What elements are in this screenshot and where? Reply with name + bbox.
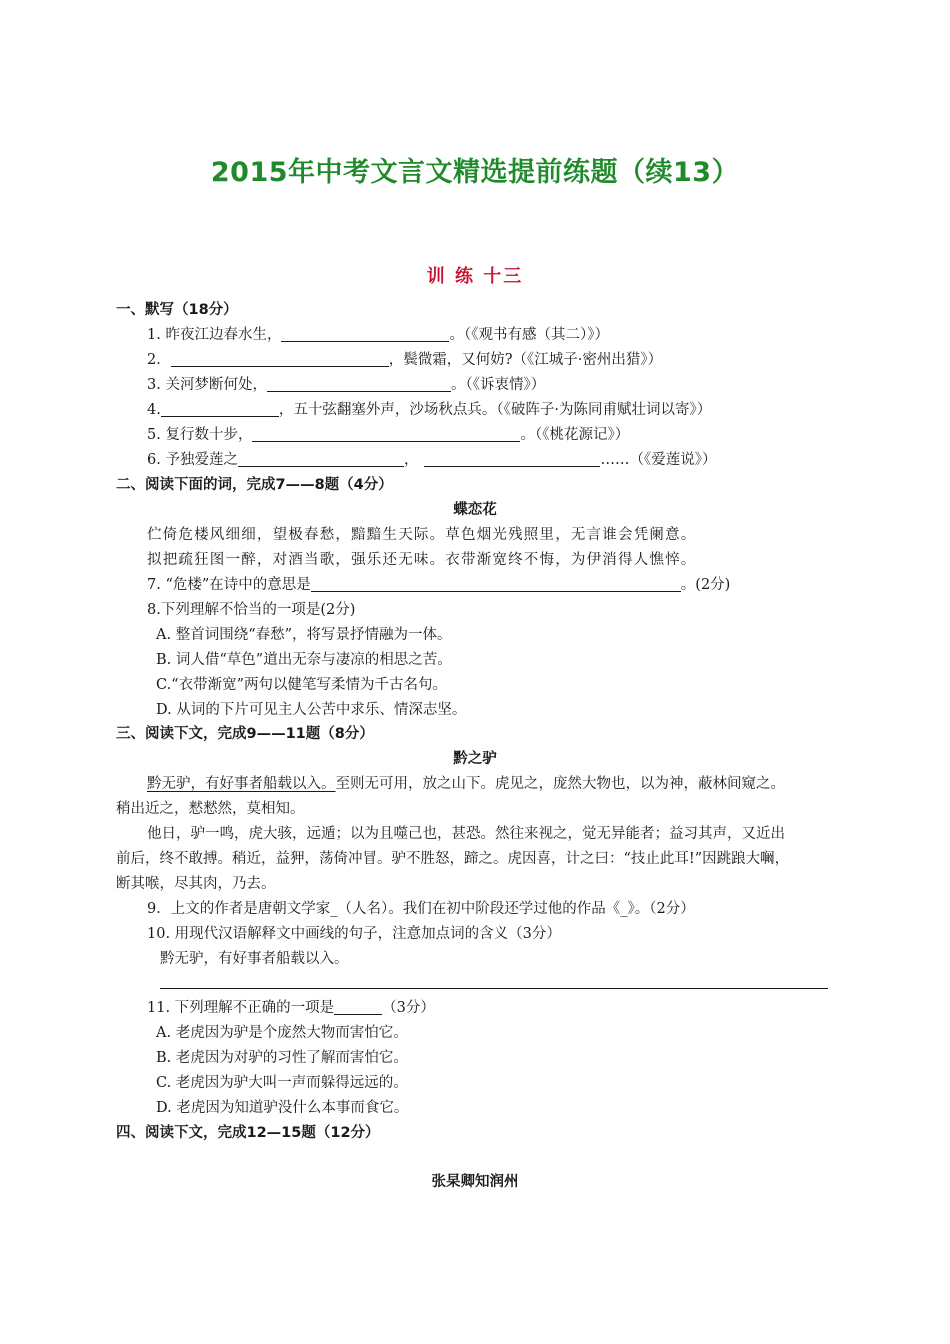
answer-blank[interactable] <box>252 426 520 442</box>
question-10: 10. 用现代汉语解释文中画线的句子，注意加点词的含义（3分） <box>147 926 561 942</box>
question-11-option-a: A. 老虎因为驴是个庞然大物而害怕它。 <box>156 1025 408 1041</box>
answer-blank[interactable] <box>161 401 279 417</box>
answer-blank[interactable] <box>334 999 382 1015</box>
question-11-option-c: C. 老虎因为驴大叫一声而躲得远远的。 <box>156 1075 408 1091</box>
question-9: 9．上文的作者是唐朝文学家_（人名）。我们在初中阶段还学过他的作品《_》。（2分） <box>147 901 695 917</box>
section-3-heading: 三、阅读下文，完成9——11题（8分） <box>116 726 374 742</box>
question-11-score: （3分） <box>382 1000 435 1016</box>
question-2-number: 2． <box>147 352 171 368</box>
answer-blank[interactable] <box>238 451 404 467</box>
passage-text: 至则无可用，放之山下。虎见之，庞然大物也，以为神，蔽林间窥之。 <box>335 776 785 792</box>
question-2-source: ，鬓微霜，又何妨?（《江城子·密州出猎》） <box>388 352 663 368</box>
passage-line: 前后，终不敢搏。稍近，益狎，荡倚冲冒。驴不胜怒，蹄之。虎因喜，计之曰：“技止此耳!”因跳踉大㘎， <box>116 851 790 867</box>
question-4-number: 4. <box>147 402 161 418</box>
underlined-sentence: 黔无驴，有好事者船载以入。 <box>147 776 336 792</box>
answer-blank[interactable] <box>281 326 449 342</box>
question-6-prompt: 6. 予独爱莲之 <box>147 452 238 468</box>
question-3 <box>147 375 545 395</box>
answer-blank[interactable] <box>424 451 600 467</box>
section-1-heading: 一、默写（18分） <box>116 302 238 318</box>
question-5-prompt: 5. 复行数十步， <box>147 427 253 443</box>
poem-title: 蝶恋花 <box>453 502 497 518</box>
question-6-source: ……（《爱莲说》） <box>600 452 717 468</box>
section-2-heading: 二、阅读下面的词，完成7——8题（4分） <box>116 477 393 493</box>
passage-line: 稍出近之，慭慭然，莫相知。 <box>116 801 305 817</box>
question-8-option-c: C.“衣带渐宽”两句以健笔写柔情为千古名句。 <box>156 677 448 693</box>
section-4-heading: 四、阅读下文，完成12—15题（12分） <box>116 1125 380 1141</box>
question-7-prompt: 7. “危楼”在诗中的意思是 <box>147 577 311 593</box>
question-10-sentence: 黔无驴，有好事者船载以入。 <box>160 951 349 967</box>
question-8-option-b: B. 词人借“草色”道出无奈与凄凉的相思之苦。 <box>156 652 452 668</box>
question-11-prompt: 11. 下列理解不正确的一项是 <box>147 1000 335 1016</box>
question-7 <box>147 575 730 595</box>
question-6 <box>147 450 716 470</box>
question-6-separator: ， <box>403 452 419 468</box>
question-8-option-d: D. 从词的下片可见主人公苦中求乐、情深志坚。 <box>156 702 467 718</box>
question-1-prompt: 1. 昨夜江边春水生， <box>147 327 282 343</box>
answer-blank[interactable] <box>311 576 681 592</box>
question-1-source: 。（《观书有感（其二）》） <box>449 327 609 343</box>
passage-line: 断其喉，尽其肉，乃去。 <box>116 876 276 892</box>
answer-blank[interactable] <box>171 351 389 367</box>
question-8: 8.下列理解不恰当的一项是(2分) <box>147 602 356 618</box>
text-title: 张杲卿知润州 <box>431 1174 519 1190</box>
question-11 <box>147 998 435 1018</box>
section-subtitle: 训 练 十三 <box>426 266 524 287</box>
passage-line: 他日，驴一鸣，虎大骇，远遁；以为且噬己也，甚恐。然往来视之，觉无异能者；益习其声，又近出 <box>147 826 785 842</box>
question-8-option-a: A. 整首词围绕“春愁”，将写景抒情融为一体。 <box>156 627 452 643</box>
question-1 <box>147 325 609 345</box>
question-4-source: ，五十弦翻塞外声，沙场秋点兵。（《破阵子·为陈同甫赋壮词以寄》） <box>278 402 712 418</box>
answer-blank[interactable] <box>267 376 451 392</box>
page-title: 2015年中考文言文精选提前练题（续13） <box>210 157 740 188</box>
question-5-source: 。（《桃花源记》） <box>520 427 630 443</box>
text-title: 黔之驴 <box>453 751 497 767</box>
question-11-option-d: D. 老虎因为知道驴没什么本事而食它。 <box>156 1100 409 1116</box>
question-4 <box>147 400 711 420</box>
question-5 <box>147 425 629 445</box>
poem-line-2: 拟把疏狂图一醉，对酒当歌，强乐还无味。衣带渐宽终不悔，为伊消得人憔悴。 <box>147 552 697 568</box>
passage-line <box>147 774 785 794</box>
question-7-score: 。(2分) <box>680 577 731 593</box>
question-3-prompt: 3. 关河梦断何处， <box>147 377 267 393</box>
answer-line[interactable] <box>160 988 828 989</box>
question-2 <box>147 350 662 370</box>
question-3-source: 。（《诉衷情》） <box>450 377 546 393</box>
question-11-option-b: B. 老虎因为对驴的习性了解而害怕它。 <box>156 1050 408 1066</box>
poem-line-1: 伫倚危楼风细细，望极春愁，黯黯生天际。草色烟光残照里，无言谁会凭阑意。 <box>147 527 697 543</box>
